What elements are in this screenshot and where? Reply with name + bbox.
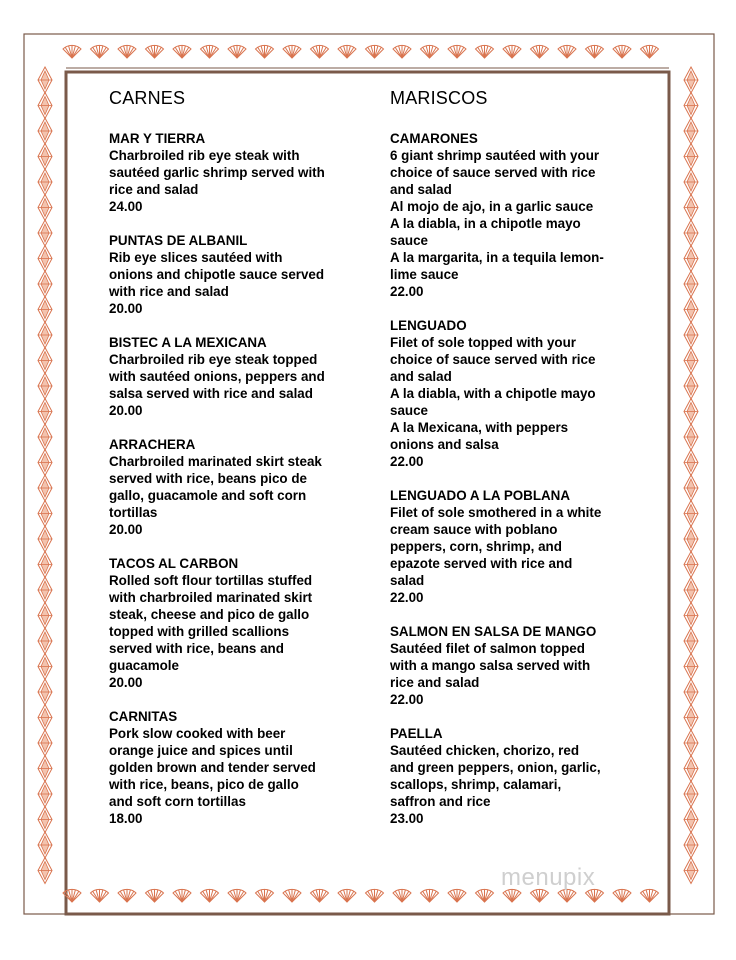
menu-item-description: and salad	[390, 182, 452, 197]
menu-item-description: scallops, shrimp, calamari,	[390, 777, 562, 792]
ornament-icon	[393, 889, 411, 902]
menu-item-description: choice of sauce served with rice	[390, 165, 596, 180]
ornament-icon	[393, 45, 411, 58]
ornament-icon	[256, 889, 274, 902]
ornament-icon	[684, 373, 698, 399]
ornament-icon	[476, 889, 494, 902]
ornament-icon	[38, 93, 52, 119]
menu-item-name: ARRACHERA	[109, 437, 196, 452]
menu-item-description: Charbroiled rib eye steak topped	[109, 352, 318, 367]
menu-item	[390, 130, 635, 300]
ornament-icon	[38, 424, 52, 450]
menu-item-description: saffron and rice	[390, 794, 491, 809]
ornament-icon	[558, 45, 576, 58]
ornament-icon	[421, 889, 439, 902]
ornament-icon	[366, 889, 384, 902]
menu-item-name: CAMARONES	[390, 131, 478, 146]
ornament-icon	[228, 889, 246, 902]
ornament-icon	[38, 730, 52, 756]
menu-item-description: gallo, guacamole and soft corn	[109, 488, 307, 503]
ornament-icon	[476, 45, 494, 58]
menu-item-price: 20.00	[109, 403, 143, 418]
menu-item-name: PAELLA	[390, 726, 443, 741]
ornament-icon	[228, 45, 246, 58]
menu-item-description: Rib eye slices sautéed with	[109, 250, 283, 265]
ornament-icon	[684, 603, 698, 629]
menu-item-description: rice and salad	[109, 182, 199, 197]
ornament-icon	[421, 45, 439, 58]
ornament-icon	[38, 756, 52, 782]
menu-item-description: onions and salsa	[390, 437, 499, 452]
ornament-icon	[684, 475, 698, 501]
menu-item-price: 20.00	[109, 675, 143, 690]
ornament-icon	[38, 144, 52, 170]
menu-item-description: with rice and salad	[109, 284, 229, 299]
ornament-icon	[448, 45, 466, 58]
ornament-icon	[38, 220, 52, 246]
menu-item-description: A la margarita, in a tequila lemon-	[390, 250, 604, 265]
ornament-icon	[38, 858, 52, 884]
menu-item-description: Charbroiled rib eye steak with	[109, 148, 300, 163]
menu-item	[109, 708, 359, 827]
ornament-icon	[613, 889, 631, 902]
menu-item-description: and soft corn tortillas	[109, 794, 246, 809]
ornament-icon	[311, 889, 329, 902]
ornament-icon	[38, 450, 52, 476]
menu-item-name: PUNTAS DE ALBANIL	[109, 233, 248, 248]
ornament-icon	[338, 889, 356, 902]
menu-item-description: choice of sauce served with rice	[390, 352, 596, 367]
ornament-icon	[38, 475, 52, 501]
menu-item-description: Filet of sole smothered in a white	[390, 505, 602, 520]
menu-item-description: Al mojo de ajo, in a garlic sauce	[390, 199, 594, 214]
ornament-icon	[684, 858, 698, 884]
menu-item-description: tortillas	[109, 505, 158, 520]
ornament-icon	[201, 45, 219, 58]
ornament-icon	[684, 195, 698, 221]
ornament-icon	[684, 807, 698, 833]
menu-item-description: Sautéed chicken, chorizo, red	[390, 743, 580, 758]
ornament-icon	[503, 45, 521, 58]
ornament-icon	[38, 832, 52, 858]
menu-item	[109, 130, 359, 215]
menu-item-name: CARNITAS	[109, 709, 178, 724]
ornament-icon	[684, 552, 698, 578]
menu-item-price: 18.00	[109, 811, 143, 826]
menu-item-description: sautéed garlic shrimp served with	[109, 165, 325, 180]
ornament-icon	[684, 450, 698, 476]
carnes-items	[109, 130, 359, 827]
carnes-title: CARNES	[109, 88, 186, 108]
menu-item-description: A la diabla, with a chipotle mayo	[390, 386, 596, 401]
ornament-icon	[38, 577, 52, 603]
menu-item-description: with rice, beans, pico de gallo	[109, 777, 299, 792]
menu-item-description: orange juice and spices until	[109, 743, 293, 758]
menu-item-description: with charbroiled marinated skirt	[109, 590, 313, 605]
carnes-section	[109, 88, 359, 844]
ornament-icon	[38, 373, 52, 399]
ornament-icon	[684, 246, 698, 272]
ornament-icon	[38, 271, 52, 297]
ornament-icon	[684, 297, 698, 323]
menu-item-name: TACOS AL CARBON	[109, 556, 239, 571]
ornament-icon	[201, 889, 219, 902]
ornament-icon	[684, 679, 698, 705]
ornament-icon	[118, 889, 136, 902]
ornament-icon	[684, 577, 698, 603]
menu-item	[109, 555, 359, 691]
menu-item	[109, 436, 359, 538]
menu-item-description: served with rice, beans and	[109, 641, 284, 656]
ornament-icon	[173, 45, 191, 58]
ornament-icon	[338, 45, 356, 58]
menu-item-description: with a mango salsa served with	[390, 658, 591, 673]
menu-item-description: salad	[390, 573, 425, 588]
menu-item-description: Filet of sole topped with your	[390, 335, 576, 350]
menu-item	[390, 623, 635, 708]
ornament-icon	[684, 220, 698, 246]
ornament-icon	[91, 889, 109, 902]
ornament-icon	[38, 118, 52, 144]
menu-item	[390, 725, 635, 827]
ornament-icon	[38, 348, 52, 374]
menu-item-description: 6 giant shrimp sautéed with your	[390, 148, 600, 163]
menu-item	[109, 334, 359, 419]
menu-item-description: cream sauce with poblano	[390, 522, 558, 537]
ornament-icon	[38, 67, 52, 93]
ornament-icon	[684, 781, 698, 807]
ornament-icon	[38, 628, 52, 654]
menu-item-name: MAR Y TIERRA	[109, 131, 206, 146]
mariscos-items	[390, 130, 635, 827]
ornament-icon	[684, 526, 698, 552]
ornament-icon	[366, 45, 384, 58]
menu-item-description: peppers, corn, shrimp, and	[390, 539, 562, 554]
ornament-icon	[684, 756, 698, 782]
ornament-icon	[684, 118, 698, 144]
ornament-icon	[684, 271, 698, 297]
menu-item-price: 20.00	[109, 522, 143, 537]
ornament-icon	[38, 705, 52, 731]
ornament-icon	[146, 45, 164, 58]
ornament-icon	[38, 679, 52, 705]
ornament-icon	[38, 807, 52, 833]
ornament-icon	[684, 169, 698, 195]
ornament-icon	[256, 45, 274, 58]
ornament-icon	[38, 552, 52, 578]
ornament-icon	[448, 889, 466, 902]
menu-item-description: salsa served with rice and salad	[109, 386, 313, 401]
menu-item-description: topped with grilled scallions	[109, 624, 290, 639]
menu-item-description: Rolled soft flour tortillas stuffed	[109, 573, 313, 588]
ornament-icon	[283, 889, 301, 902]
ornament-icon	[38, 399, 52, 425]
menu-item-price: 20.00	[109, 301, 143, 316]
ornament-icon	[38, 169, 52, 195]
ornament-icon	[63, 45, 81, 58]
watermark: menupix	[501, 864, 596, 891]
menu-item-description: sauce	[390, 403, 428, 418]
menu-item-price: 24.00	[109, 199, 143, 214]
ornament-icon	[146, 889, 164, 902]
ornament-icon	[684, 348, 698, 374]
ornament-icon	[311, 45, 329, 58]
menu-item	[109, 232, 359, 317]
menu-item-name: SALMON EN SALSA DE MANGO	[390, 624, 597, 639]
menu-item-description: with sautéed onions, peppers and	[109, 369, 325, 384]
mariscos-section	[390, 88, 635, 844]
ornament-icon	[684, 654, 698, 680]
menu-item	[390, 487, 635, 606]
menu-item-description: Charbroiled marinated skirt steak	[109, 454, 322, 469]
menu-item-price: 23.00	[390, 811, 424, 826]
ornament-icon	[38, 246, 52, 272]
menu-item-description: epazote served with rice and	[390, 556, 573, 571]
ornament-icon	[38, 195, 52, 221]
ornament-icon	[531, 45, 549, 58]
menu-item-description: onions and chipotle sauce served	[109, 267, 325, 282]
menu-item-description: guacamole	[109, 658, 179, 673]
menu-item-description: Sautéed filet of salmon topped	[390, 641, 585, 656]
ornament-icon	[613, 45, 631, 58]
ornament-icon	[684, 705, 698, 731]
ornament-icon	[684, 730, 698, 756]
menu-item-description: and green peppers, onion, garlic,	[390, 760, 601, 775]
menu-item-description: A la diabla, in a chipotle mayo	[390, 216, 581, 231]
menu-item-description: steak, cheese and pico de gallo	[109, 607, 310, 622]
menu-item-description: and salad	[390, 369, 452, 384]
ornament-icon	[283, 45, 301, 58]
menu-item	[390, 317, 635, 470]
ornament-icon	[641, 45, 659, 58]
menu-item-description: golden brown and tender served	[109, 760, 316, 775]
mariscos-title: MARISCOS	[390, 88, 488, 108]
ornament-icon	[91, 45, 109, 58]
ornament-icon	[173, 889, 191, 902]
ornament-icon	[684, 144, 698, 170]
menu-item-name: LENGUADO	[390, 318, 467, 333]
ornament-icon	[684, 424, 698, 450]
menu-item-price: 22.00	[390, 692, 424, 707]
ornament-icon	[684, 322, 698, 348]
menu-item-name: LENGUADO A LA POBLANA	[390, 488, 571, 503]
menu-item-description: lime sauce	[390, 267, 459, 282]
ornament-icon	[38, 781, 52, 807]
menu-item-name: BISTEC A LA MEXICANA	[109, 335, 267, 350]
menu-item-description: rice and salad	[390, 675, 480, 690]
ornament-icon	[38, 603, 52, 629]
menu-item-description: served with rice, beans pico de	[109, 471, 307, 486]
menu-item-description: A la Mexicana, with peppers	[390, 420, 569, 435]
menu-item-price: 22.00	[390, 454, 424, 469]
menu-item-description: Pork slow cooked with beer	[109, 726, 286, 741]
menu-item-price: 22.00	[390, 284, 424, 299]
menu-item-price: 22.00	[390, 590, 424, 605]
ornament-icon	[38, 297, 52, 323]
ornament-icon	[684, 93, 698, 119]
ornament-icon	[38, 526, 52, 552]
ornament-icon	[586, 45, 604, 58]
ornament-icon	[38, 654, 52, 680]
ornament-icon	[684, 67, 698, 93]
ornament-icon	[684, 399, 698, 425]
ornament-icon	[118, 45, 136, 58]
ornament-icon	[684, 832, 698, 858]
ornament-icon	[684, 628, 698, 654]
ornament-icon	[641, 889, 659, 902]
ornament-icon	[38, 322, 52, 348]
menu-item-description: sauce	[390, 233, 428, 248]
ornament-icon	[38, 501, 52, 527]
ornament-icon	[684, 501, 698, 527]
